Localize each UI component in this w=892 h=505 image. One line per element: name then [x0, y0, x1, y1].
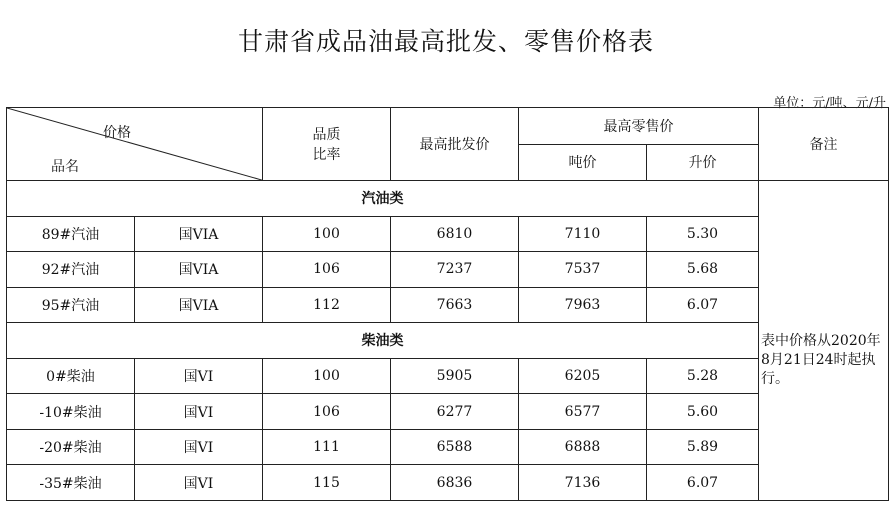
retail-liter-price: 5.89	[647, 429, 759, 465]
diagonal-header-cell	[7, 108, 263, 181]
table-row	[7, 465, 889, 501]
product-grade: 国VI	[135, 358, 263, 394]
header-row-1	[7, 108, 889, 145]
retail-liter-price: 6.07	[647, 287, 759, 323]
wholesale-price: 6588	[391, 429, 519, 465]
wholesale-price: 6277	[391, 394, 519, 430]
category-gasoline: 汽油类	[7, 181, 759, 217]
header-quality-ratio	[263, 108, 391, 181]
retail-ton-price: 6205	[519, 358, 647, 394]
product-grade: 国VIA	[135, 216, 263, 252]
price-table	[6, 107, 889, 501]
header-per-ton: 吨价	[519, 144, 647, 181]
header-quality-ratio-line2: 比率	[312, 147, 341, 164]
product-name: 89#汽油	[7, 216, 135, 252]
table-row	[7, 429, 889, 465]
retail-ton-price: 7963	[519, 287, 647, 323]
quality-ratio: 111	[263, 429, 391, 465]
table-row	[7, 394, 889, 430]
table-row	[7, 216, 889, 252]
retail-liter-price: 5.68	[647, 252, 759, 288]
product-name: 95#汽油	[7, 287, 135, 323]
retail-liter-price: 5.28	[647, 358, 759, 394]
product-grade: 国VIA	[135, 252, 263, 288]
retail-ton-price: 6888	[519, 429, 647, 465]
header-wholesale: 最高批发价	[391, 108, 519, 181]
quality-ratio: 106	[263, 252, 391, 288]
retail-ton-price: 7136	[519, 465, 647, 501]
quality-ratio: 106	[263, 394, 391, 430]
unit-label: 单位：元/吨、元/升	[773, 96, 886, 111]
category-row-gasoline	[7, 181, 889, 217]
wholesale-price: 6836	[391, 465, 519, 501]
product-name: 0#柴油	[7, 358, 135, 394]
product-grade: 国VI	[135, 429, 263, 465]
table-row	[7, 358, 889, 394]
product-grade: 国VIA	[135, 287, 263, 323]
product-grade: 国VI	[135, 465, 263, 501]
wholesale-price: 6810	[391, 216, 519, 252]
product-name: -10#柴油	[7, 394, 135, 430]
category-row-diesel	[7, 323, 889, 359]
retail-liter-price: 5.60	[647, 394, 759, 430]
note-cell: 表中价格从2020年8月21日24时起执行。	[759, 181, 889, 501]
quality-ratio: 115	[263, 465, 391, 501]
retail-ton-price: 6577	[519, 394, 647, 430]
wholesale-price: 7663	[391, 287, 519, 323]
table-row	[7, 252, 889, 288]
retail-ton-price: 7110	[519, 216, 647, 252]
header-product: 品名	[51, 159, 79, 175]
product-name: -20#柴油	[7, 429, 135, 465]
quality-ratio: 112	[263, 287, 391, 323]
table-row	[7, 287, 889, 323]
retail-liter-price: 5.30	[647, 216, 759, 252]
retail-liter-price: 6.07	[647, 465, 759, 501]
quality-ratio: 100	[263, 358, 391, 394]
page-title: 甘肃省成品油最高批发、零售价格表	[237, 27, 654, 56]
header-price: 价格	[103, 125, 131, 141]
product-name: -35#柴油	[7, 465, 135, 501]
header-retail: 最高零售价	[519, 108, 759, 145]
wholesale-price: 7237	[391, 252, 519, 288]
header-note: 备注	[759, 108, 889, 181]
header-per-liter: 升价	[647, 144, 759, 181]
header-quality-ratio-line1: 品质	[312, 127, 341, 144]
wholesale-price: 5905	[391, 358, 519, 394]
quality-ratio: 100	[263, 216, 391, 252]
product-name: 92#汽油	[7, 252, 135, 288]
category-diesel: 柴油类	[7, 323, 759, 359]
diagonal-line	[7, 108, 262, 180]
product-grade: 国VI	[135, 394, 263, 430]
retail-ton-price: 7537	[519, 252, 647, 288]
